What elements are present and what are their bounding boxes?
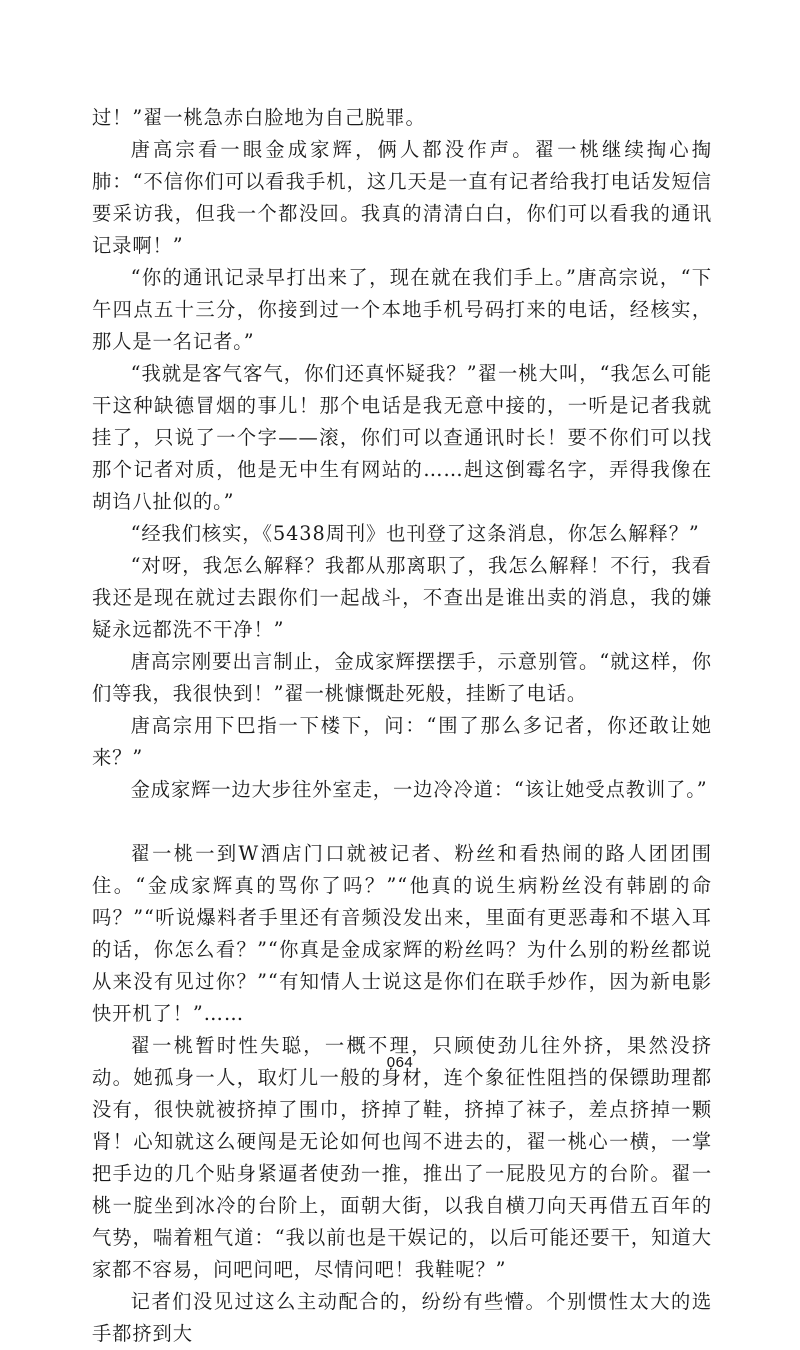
paragraph-3: “你的通讯记录早打出来了，现在就在我们手上。”唐高宗说，“下午四点五十三分，你接到过一个本地手机号码打来的电话，经核实，那人是一名记者。” (92, 266, 712, 353)
paragraph-5: “经我们核实，《5438周刊》也刊登了这条消息，你怎么解释？” (130, 522, 700, 545)
paragraph-2: 唐高宗看一眼金成家辉，俩人都没作声。翟一桃继续掏心掏肺：“不信你们可以看我手机，这几天是一直有记者给我打电话发短信要采访我，但我一个都没回。我真的清清白白，你们可以看我的通讯记录啊！” (92, 138, 712, 257)
paragraph-11: 翟一桃暂时性失聪，一概不理，只顾使劲儿往外挤，果然没挤动。她孤身一人，取灯儿一般的身材，连个象征性阻挡的保镖助理都没有，很快就被挤掉了围巾，挤掉了鞋，挤掉了袜子，差点挤掉一颗肾！心知就这么硬闯是无论如何也闯不进去的，翟一桃心一横，一掌把手边的几个贴身紧逼者使劲一推，推出了一屁股见方的台阶。翟一桃一腚坐到冰冷的台阶上，面朝大街，以我自横刀向天再借五百年的气势，喘着粗气道：“我以前也是干娱记的，以后可能还要干，知道大家都不容易，问吧问吧，尽情问吧！我鞋呢？” (92, 1034, 712, 1281)
page-body (92, 102, 712, 1350)
paragraph-1: 过！”翟一桃急赤白脸地为自己脱罪。 (92, 106, 426, 129)
paragraph-9: 金成家辉一边大步往外室走，一边冷冷道：“该让她受点教训了。” (130, 778, 708, 801)
paragraph-4: “我就是客气客气，你们还真怀疑我？”翟一桃大叫，“我怎么可能干这种缺德冒烟的事儿！那个电话是我无意中接的，一听是记者我就挂了，只说了一个字——滚，你们可以查通讯时长！要不你们可以找那个记者对质，他是无中生有网站的……赳这倒霉名字，弄得我像在胡诌八扯似的。” (92, 362, 712, 513)
paragraph-8: 唐高宗用下巴指一下楼下，问：“围了那么多记者，你还敢让她来？” (92, 714, 712, 769)
paragraph-12: 记者们没见过这么主动配合的，纷纷有些懵。个别惯性太大的选手都挤到大 (92, 1290, 712, 1345)
paragraph-6: “对呀，我怎么解释？我都从那离职了，我怎么解释！不行，我看我还是现在就过去跟你们一起战斗，不查出是谁出卖的消息，我的嫌疑永远都洗不干净！” (92, 554, 712, 641)
section-break (92, 806, 712, 838)
page-number: 064 (386, 1054, 414, 1071)
paragraph-7: 唐高宗刚要出言制止，金成家辉摆摆手，示意别管。“就这样，你们等我，我很快到！”翟一桃慷慨赴死般，挂断了电话。 (92, 650, 712, 705)
paragraph-10: 翟一桃一到W酒店门口就被记者、粉丝和看热闹的路人团团围住。“金成家辉真的骂你了吗？”“他真的说生病粉丝没有韩剧的命吗？”“听说爆料者手里还有音频没发出来，里面有更恶毒和不堪入耳的话，你怎么看？”“你真是金成家辉的粉丝吗？为什么别的粉丝都说从来没有见过你？”“有知情人士说这是你们在联手炒作，因为新电影快开机了！”…… (92, 842, 712, 1025)
